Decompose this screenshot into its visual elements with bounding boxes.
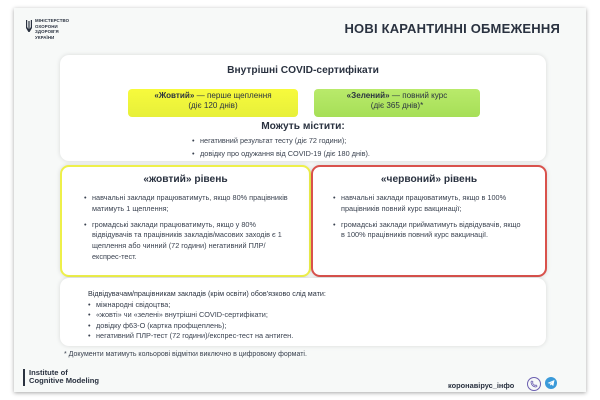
green-certificate-name: «Зелений» [346, 91, 390, 100]
certificates-heading: Внутрішні COVID-сертифікати [227, 65, 379, 76]
red-level-card [311, 165, 547, 277]
list-item: • громадські заклади працюватимуть, якщо у 80% відвідувачів та працівників закладів/масових заходів є 1 щеплення або чинний (72 години) негативний ПЛР/експрес-тест. [84, 220, 289, 263]
paper-plane-icon [547, 379, 555, 387]
list-item: • міжнародні свідоцтва; [88, 300, 488, 310]
list-item: • негативний результат тесту (діє 72 години); [192, 135, 492, 148]
list-item: • громадські заклади прийматимуть відвідувачів, якщо в 100% працівників повний курс вакцинації. [333, 220, 523, 242]
brand-line: Cognitive Modeling [29, 376, 100, 386]
yellow-level-list [84, 193, 289, 268]
list-item: • «жовті» чи «зелені» внутрішні COVID-сертифікати; [88, 310, 488, 320]
yellow-certificate-name: «Жовтий» [154, 91, 195, 100]
page-title: НОВІ КАРАНТИННІ ОБМЕЖЕННЯ [344, 21, 560, 36]
requirements-list [88, 300, 488, 341]
yellow-level-heading: «жовтий» рівень [143, 174, 228, 185]
green-certificate-duration: (діє 365 днів)* [370, 101, 424, 110]
ministry-name-line: МІНІСТЕРСТВО [35, 18, 70, 23]
certificates-card [60, 55, 546, 161]
yellow-certificate-line1 [128, 91, 298, 101]
can-contain-heading: Можуть містити: [261, 121, 345, 132]
list-item: • довідку про одужання від COVID-19 (діє 180 днів). [192, 148, 492, 161]
list-item: • негативний ПЛР-тест (72 години)/експрес-тест на антиген. [88, 331, 488, 341]
can-contain-list [192, 135, 492, 160]
yellow-level-card [60, 165, 311, 277]
green-certificate-line1 [314, 91, 480, 101]
yellow-certificate-pill [128, 89, 298, 117]
yellow-certificate-desc: — перше щеплення [194, 91, 272, 100]
brand-logo [23, 369, 99, 386]
footnote: * Документи матимуть кольорові відмітки виключно в цифровому форматі. [64, 351, 307, 358]
ministry-logo [26, 18, 86, 48]
brand-line: Institute of [29, 368, 68, 377]
red-level-heading: «червоний» рівень [380, 174, 478, 185]
ministry-name [35, 18, 69, 40]
list-item: • довідку ф63-О (картка профщеплень); [88, 321, 488, 331]
viber-icon[interactable] [527, 377, 541, 391]
ministry-name-line: ЗДОРОВ'Я [35, 29, 59, 35]
list-item: • навчальні заклади працюватимуть, якщо 80% працівників матимуть 1 щеплення; [84, 193, 289, 215]
slide [14, 8, 586, 392]
green-certificate-pill [314, 89, 480, 117]
green-certificate-desc: — повний курс [389, 91, 448, 100]
requirements-heading: Відвідувачам/працівникам закладів (крім освіти) обов'язково слід мати: [88, 289, 326, 298]
site-name: коронавірус_інфо [448, 381, 515, 390]
list-item: • навчальні заклади працюватимуть, якщо в 100% працівників повний курс вакцинації; [333, 193, 523, 215]
telegram-icon[interactable] [545, 377, 557, 389]
red-level-list [333, 193, 523, 246]
phone-icon [530, 380, 538, 388]
ministry-name-line: ОХОРОНИ [35, 23, 58, 29]
ministry-name-line: УКРАЇНИ [35, 34, 55, 40]
yellow-certificate-duration: (діє 120 днів) [188, 101, 238, 110]
requirements-card [60, 278, 546, 346]
trident-icon [26, 20, 32, 32]
